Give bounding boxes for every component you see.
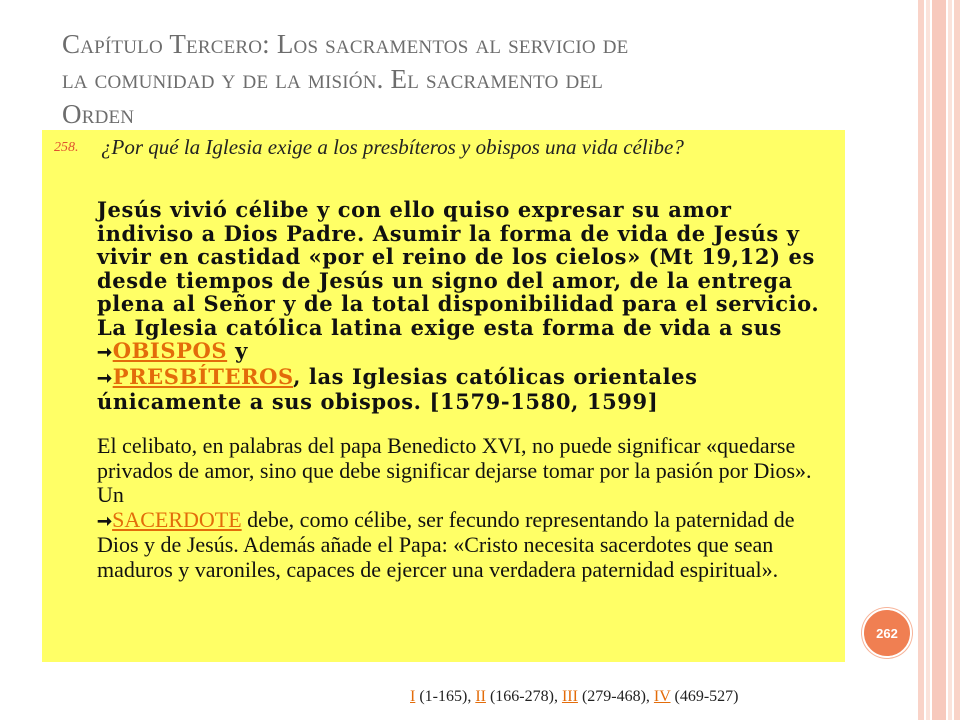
- answer-part-3: , las Iglesias católicas orientales únicamente a sus obispos. [1579-1580, 1599]: [97, 363, 698, 414]
- question-number: 258.: [54, 140, 79, 155]
- arrow-icon: ➞: [97, 510, 113, 531]
- sacerdote-link[interactable]: SACERDOTE: [112, 506, 242, 532]
- decorative-stripe: [932, 0, 946, 720]
- answer2-part-2: debe, como célibe, ser fecundo representando la paternidad de Dios y de Jesús. Además añade el Papa: «Cristo necesita sacerdotes que sean maduros y varoniles, capaces de ejercer una verdadera paternidad espiritual».: [97, 506, 795, 582]
- arrow-icon: ➞: [97, 342, 113, 363]
- content-panel: [42, 130, 845, 662]
- decorative-stripe: [926, 0, 930, 720]
- decorative-stripe: [948, 0, 952, 720]
- answer-part-2: y: [227, 338, 248, 363]
- footer-link-part-4[interactable]: IV: [653, 688, 671, 705]
- footer-range: (166-278),: [485, 688, 562, 705]
- presbiteros-link[interactable]: PRESBÍTEROS: [112, 363, 294, 389]
- title-line-3: Orden: [62, 99, 135, 129]
- answer-part-1: Jesús vivió célibe y con ello quiso expresar su amor indiviso a Dios Padre. Asumir la forma de vida de Jesús y vivir en castidad «por el reino de los cielos» (Mt 19,12) es desde tiempos de Jesús un signo del amor, de la entrega plena al Señor y de la total disponibilidad para el servicio. La Iglesia católica latina exige esta forma de vida a sus: [97, 197, 820, 340]
- answer2-part-1: El celibato, en palabras del papa Benedicto XVI, no puede significar «quedarse privados de amor, sino que debe significar dejarse tomar por la pasión por Dios». Un: [97, 433, 812, 507]
- page-number-badge: 262: [862, 608, 912, 658]
- footer-link-part-2[interactable]: II: [475, 688, 486, 705]
- slide-title: [62, 27, 882, 132]
- footer-range: (279-468),: [577, 688, 654, 705]
- title-line-2: la comunidad y de la misión. El sacramento del: [62, 64, 604, 94]
- title-line-1: Capítulo Tercero: Los sacramentos al servicio de: [62, 29, 629, 59]
- question-text: ¿Por qué la Iglesia exige a los presbíteros y obispos una vida célibe?: [101, 135, 684, 159]
- arrow-icon: ➞: [97, 367, 113, 389]
- answer-text-2: [97, 434, 837, 582]
- footer-range: (469-527): [670, 688, 739, 705]
- answer-text: [97, 198, 827, 414]
- footer-link-part-1[interactable]: I: [410, 688, 416, 705]
- footer-range: (1-165),: [415, 688, 476, 705]
- decorative-stripe: [954, 0, 960, 720]
- footer-link-part-3[interactable]: III: [561, 688, 578, 705]
- decorative-stripe: [918, 0, 924, 720]
- obispos-link[interactable]: OBISPOS: [112, 338, 228, 363]
- footer-navigation: [410, 688, 739, 706]
